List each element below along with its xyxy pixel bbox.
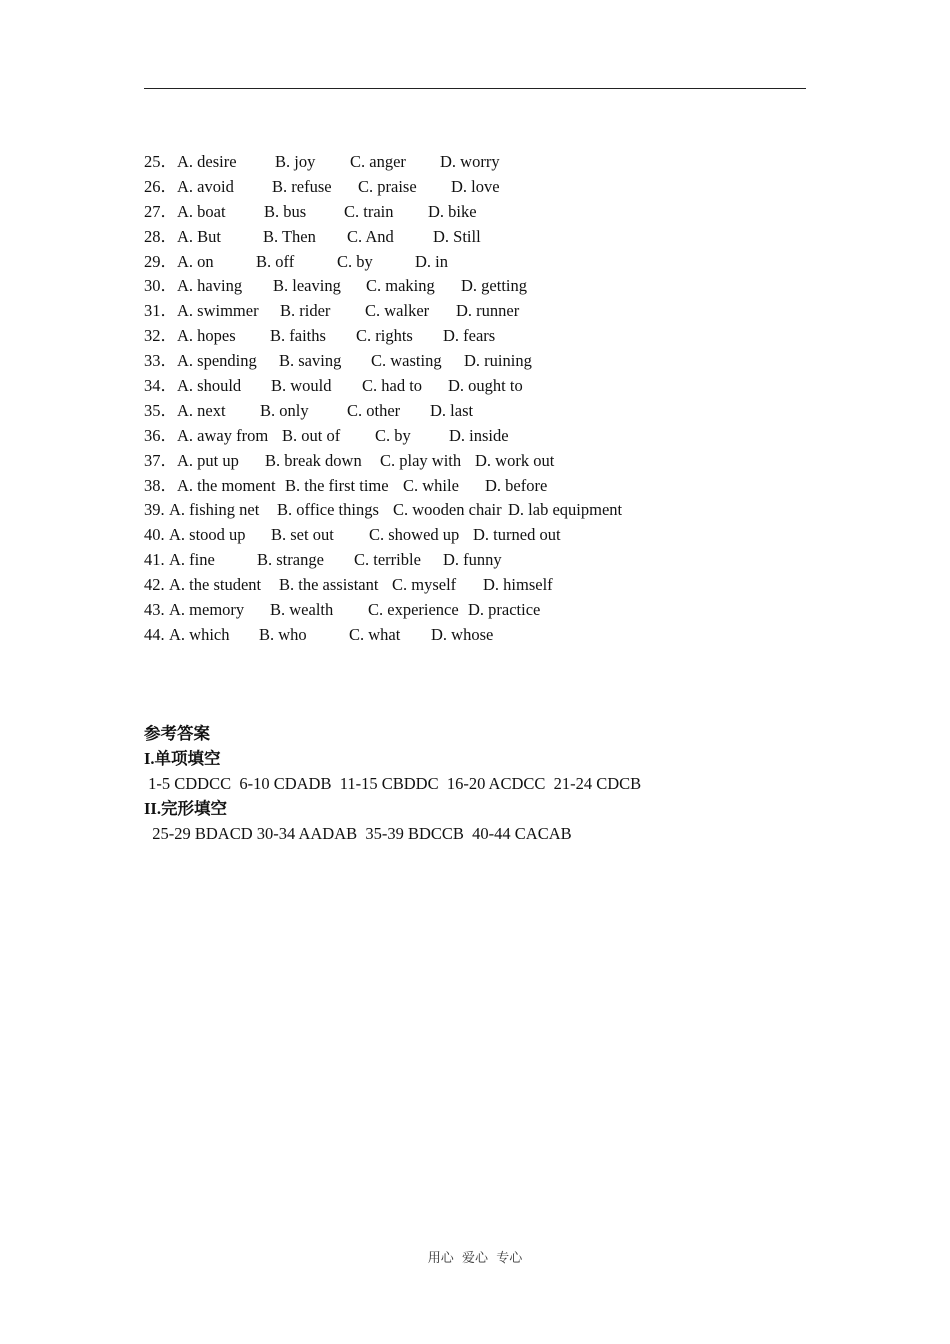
option-a: A. desire bbox=[177, 152, 237, 171]
question-number: 30． bbox=[144, 276, 177, 296]
question-row bbox=[144, 150, 806, 175]
question-row bbox=[144, 598, 806, 623]
section1-answers: 1-5 CDDCC 6-10 CDADB 11-15 CBDDC 16-20 ACDCC 21-24 CDCB bbox=[144, 773, 642, 793]
question-row bbox=[144, 623, 806, 648]
header-rule bbox=[144, 88, 806, 89]
option-d: D. ought to bbox=[448, 376, 523, 396]
question-number: 40. bbox=[144, 525, 165, 545]
option-d: D. whose bbox=[431, 624, 494, 644]
option-b: B. Then bbox=[263, 226, 316, 246]
option-b: B. set out bbox=[271, 525, 334, 545]
question-number: 34． bbox=[144, 376, 177, 396]
question-row bbox=[144, 573, 806, 598]
question-row bbox=[144, 250, 806, 275]
option-b: B. break down bbox=[265, 450, 362, 470]
option-d: D. fears bbox=[443, 326, 496, 346]
question-row bbox=[144, 324, 806, 349]
option-b: B. refuse bbox=[272, 176, 332, 196]
option-a: A. But bbox=[177, 226, 222, 246]
question-number: 39. bbox=[144, 500, 165, 520]
option-b: B. bus bbox=[264, 201, 307, 221]
question-row bbox=[144, 449, 806, 474]
option-d: D. funny bbox=[443, 550, 502, 570]
option-c: C. wasting bbox=[371, 351, 442, 371]
question-number: 31． bbox=[144, 301, 177, 321]
question-number: 43. bbox=[144, 600, 165, 620]
option-d: D. last bbox=[430, 400, 474, 420]
option-b: B. joy bbox=[275, 152, 316, 171]
option-b: B. office things bbox=[277, 500, 379, 520]
option-d: D. Still bbox=[433, 226, 481, 246]
option-a: A. should bbox=[177, 376, 242, 396]
question-number: 32． bbox=[144, 326, 177, 346]
option-d: D. practice bbox=[468, 600, 541, 620]
option-c: C. by bbox=[375, 425, 411, 445]
option-a: A. memory bbox=[169, 600, 245, 620]
option-a: A. stood up bbox=[169, 525, 246, 545]
option-d: D. in bbox=[415, 251, 448, 271]
option-c: C. myself bbox=[392, 575, 457, 595]
section2-answers: 25-29 BDACD 30-34 AADAB 35-39 BDCCB 40-44 CACAB bbox=[144, 823, 572, 843]
option-a: A. next bbox=[177, 400, 226, 420]
option-d: D. ruining bbox=[464, 351, 532, 371]
option-b: B. leaving bbox=[273, 276, 341, 296]
option-b: B. out of bbox=[282, 425, 341, 445]
question-list bbox=[144, 150, 806, 648]
question-row bbox=[144, 523, 806, 548]
option-a: A. the moment bbox=[177, 475, 276, 495]
option-d: D. getting bbox=[461, 276, 527, 296]
option-a: A. put up bbox=[177, 450, 239, 470]
question-row bbox=[144, 399, 806, 424]
option-b: B. who bbox=[259, 624, 307, 644]
option-a: A. the student bbox=[169, 575, 262, 595]
option-c: C. by bbox=[337, 251, 373, 271]
option-b: B. faiths bbox=[270, 326, 326, 346]
option-a: A. fine bbox=[169, 550, 215, 570]
option-d: D. love bbox=[451, 176, 500, 196]
option-c: C. wooden chair bbox=[393, 500, 502, 520]
option-a: A. having bbox=[177, 276, 243, 296]
option-c: C. play with bbox=[380, 450, 462, 470]
question-number: 38． bbox=[144, 475, 177, 495]
option-b: B. off bbox=[256, 251, 295, 271]
option-a: A. on bbox=[177, 251, 214, 271]
option-b: B. the assistant bbox=[279, 575, 379, 595]
answer-key bbox=[144, 722, 806, 847]
option-b: B. wealth bbox=[270, 600, 334, 620]
question-number: 36． bbox=[144, 425, 177, 445]
option-a: A. spending bbox=[177, 351, 257, 371]
option-a: A. which bbox=[169, 624, 230, 644]
option-c: C. terrible bbox=[354, 550, 421, 570]
answer-key-title: 参考答案 bbox=[144, 724, 210, 743]
option-d: D. turned out bbox=[473, 525, 561, 545]
option-c: C. making bbox=[366, 276, 435, 296]
question-row bbox=[144, 474, 806, 499]
option-c: C. train bbox=[344, 201, 394, 221]
question-row bbox=[144, 374, 806, 399]
question-number: 27． bbox=[144, 201, 177, 221]
page-footer: 用心 爱心 专心 bbox=[427, 1251, 523, 1266]
option-b: B. strange bbox=[257, 550, 324, 570]
option-c: C. praise bbox=[358, 176, 417, 196]
option-c: C. anger bbox=[350, 152, 406, 171]
question-row bbox=[144, 175, 806, 200]
question-number: 44. bbox=[144, 624, 165, 644]
option-a: A. fishing net bbox=[169, 500, 260, 520]
question-row bbox=[144, 200, 806, 225]
question-row bbox=[144, 498, 806, 523]
option-c: C. while bbox=[403, 475, 459, 495]
question-row bbox=[144, 299, 806, 324]
option-a: A. hopes bbox=[177, 326, 236, 346]
option-d: D. work out bbox=[475, 450, 555, 470]
option-d: D. inside bbox=[449, 425, 509, 445]
option-a: A. avoid bbox=[177, 176, 234, 196]
question-number: 37． bbox=[144, 450, 177, 470]
question-number: 28． bbox=[144, 226, 177, 246]
option-d: D. before bbox=[485, 475, 548, 495]
question-number: 33． bbox=[144, 351, 177, 371]
question-number: 26． bbox=[144, 176, 177, 196]
question-number: 35． bbox=[144, 400, 177, 420]
option-c: C. rights bbox=[356, 326, 413, 346]
option-b: B. saving bbox=[279, 351, 342, 371]
section1-title: I.单项填空 bbox=[144, 748, 221, 768]
question-row bbox=[144, 548, 806, 573]
question-row bbox=[144, 225, 806, 250]
question-number: 41. bbox=[144, 550, 165, 570]
option-d: D. himself bbox=[483, 575, 553, 595]
option-c: C. other bbox=[347, 400, 401, 420]
option-b: B. would bbox=[271, 376, 332, 396]
option-d: D. lab equipment bbox=[508, 500, 623, 520]
option-c: C. showed up bbox=[369, 525, 460, 545]
option-a: A. away from bbox=[177, 425, 269, 445]
option-a: A. swimmer bbox=[177, 301, 259, 321]
option-b: B. only bbox=[260, 400, 309, 420]
section2-title: II.完形填空 bbox=[144, 798, 227, 818]
option-d: D. worry bbox=[440, 152, 500, 171]
option-c: C. And bbox=[347, 226, 394, 246]
question-number: 42. bbox=[144, 575, 165, 595]
option-c: C. experience bbox=[368, 600, 459, 620]
question-row bbox=[144, 349, 806, 374]
question-row bbox=[144, 424, 806, 449]
question-row bbox=[144, 274, 806, 299]
option-d: D. bike bbox=[428, 201, 477, 221]
option-c: C. what bbox=[349, 624, 401, 644]
option-b: B. rider bbox=[280, 301, 331, 321]
option-b: B. the first time bbox=[285, 475, 389, 495]
option-c: C. walker bbox=[365, 301, 430, 321]
option-a: A. boat bbox=[177, 201, 226, 221]
option-d: D. runner bbox=[456, 301, 520, 321]
option-c: C. had to bbox=[362, 376, 423, 396]
question-number: 29． bbox=[144, 251, 177, 271]
question-number: 25． bbox=[144, 152, 177, 171]
